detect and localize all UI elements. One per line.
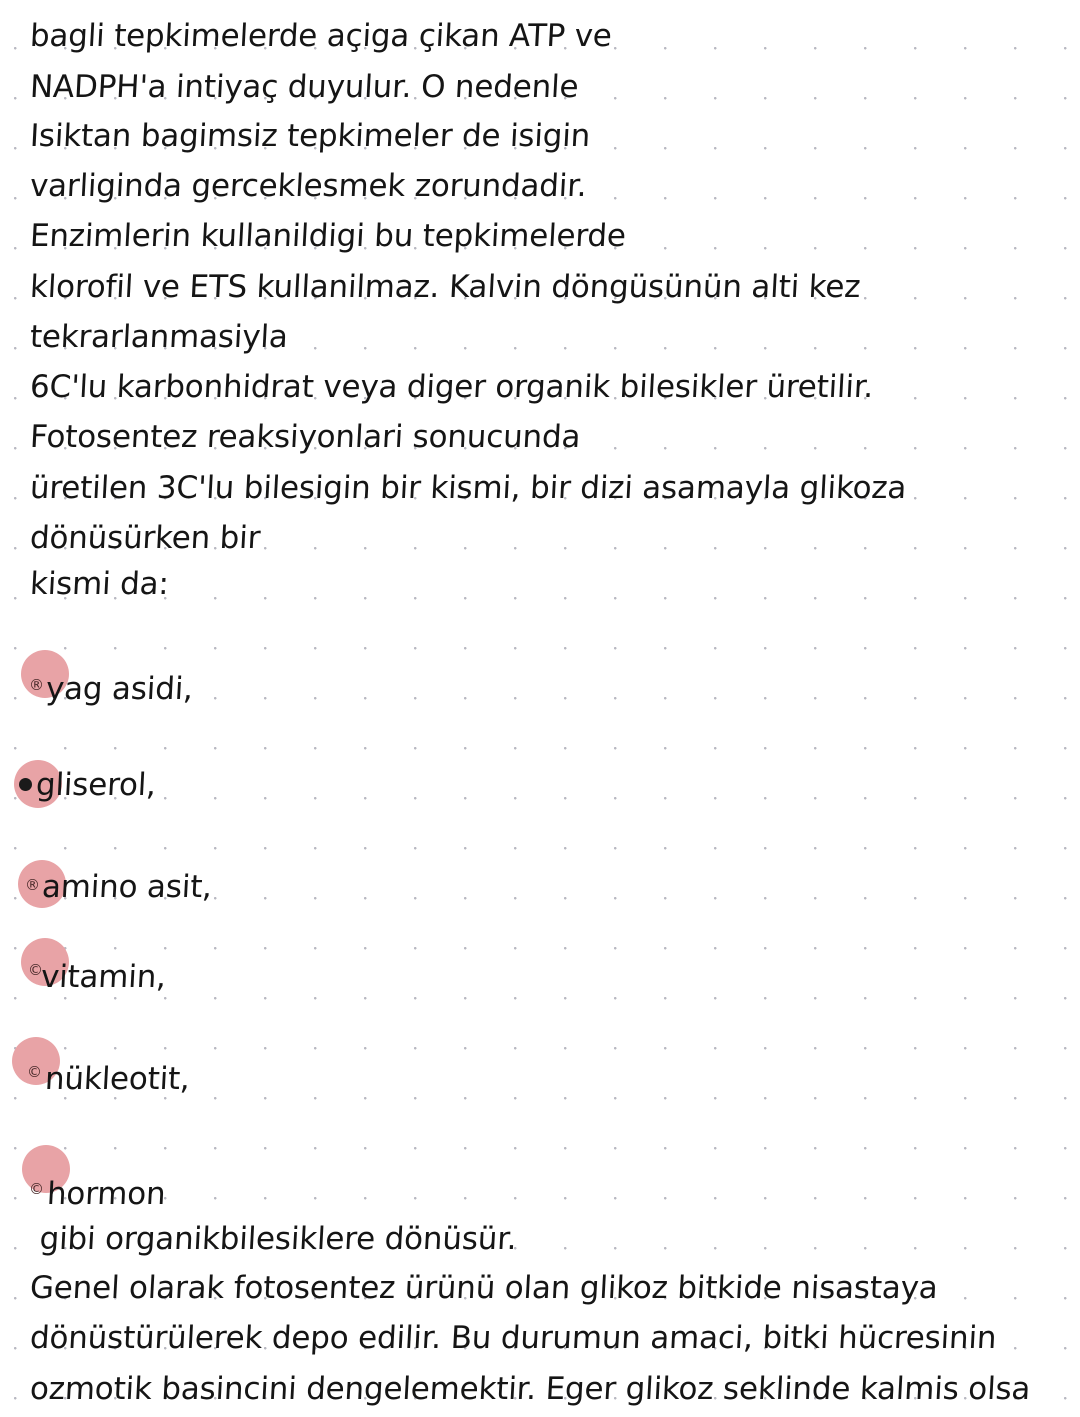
text-line: varliginda gerceklesmek zorundadir. (29, 168, 588, 204)
list-item-label: hormon (46, 1176, 167, 1212)
list-item-label: yag asidi, (45, 671, 194, 707)
text-line: Enzimlerin kullanildigi bu tepkimelerde (29, 218, 627, 254)
text-line: 6C'lu karbonhidrat veya diger organik bilesikler üretilir. (29, 369, 875, 405)
text-line: üretilen 3C'lu bilesigin bir kismi, bir dizi asamayla glikoza (29, 470, 908, 506)
registered-mark-icon: ® (29, 676, 44, 694)
text-line: bagli tepkimelerde açiga çikan ATP ve (29, 18, 613, 54)
text-line: klorofil ve ETS kullanilmaz. Kalvin döngüsünün alti kez (29, 269, 862, 305)
round-dot-icon (19, 778, 32, 791)
text-line: tekrarlanmasiyla (29, 319, 289, 355)
list-item-label: gliserol, (35, 767, 157, 803)
list-item-label: nükleotit, (44, 1061, 191, 1097)
text-line: Genel olarak fotosentez ürünü olan glikoz bitkide nisastaya (29, 1270, 939, 1306)
text-line: dönüsürken bir (29, 520, 262, 556)
text-line: Fotosentez reaksiyonlari sonucunda (29, 419, 582, 455)
text-line: NADPH'a intiyaç duyulur. O nedenle (29, 69, 580, 105)
list-item-label: vitamin, (40, 959, 167, 995)
text-line: Isiktan bagimsiz tepkimeler de isigin (29, 118, 592, 154)
text-line: gibi organikbilesiklere dönüsür. (29, 1221, 518, 1257)
registered-mark-icon: ® (25, 876, 40, 894)
text-line: ozmotik basincini dengelemektir. Eger glikoz seklinde kalmis olsa (29, 1371, 1032, 1407)
text-line: kismi da: (29, 566, 170, 602)
list-item-label: amino asit, (41, 869, 213, 905)
copyright-mark-icon: © (29, 1180, 44, 1198)
text-line: dönüstürülerek depo edilir. Bu durumun amaci, bitki hücresinin (29, 1320, 998, 1356)
copyright-mark-icon: © (28, 961, 43, 979)
copyright-mark-icon: © (27, 1063, 42, 1081)
